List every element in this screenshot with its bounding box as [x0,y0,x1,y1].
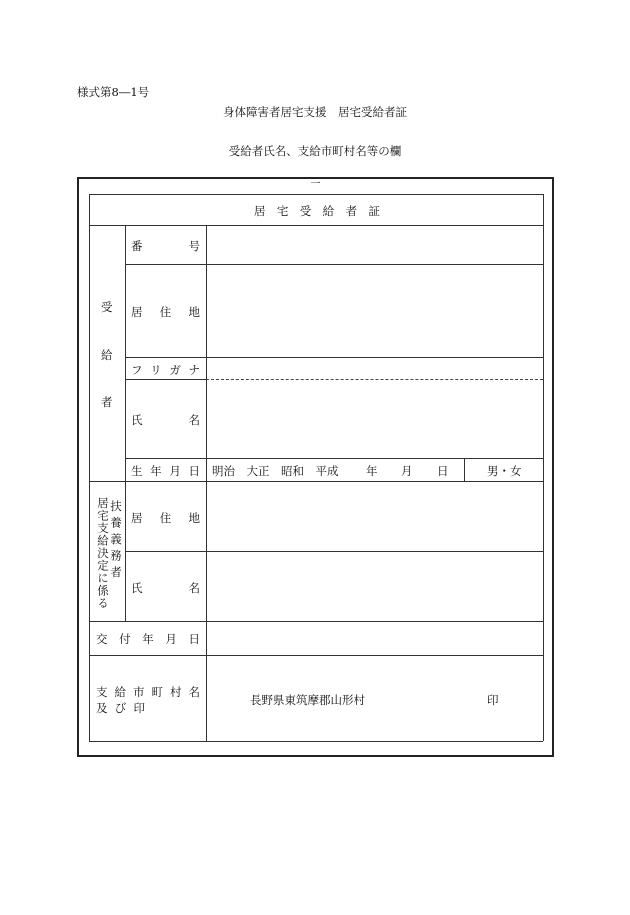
birth-date-label [131,463,200,479]
label-char: 居 [131,511,143,525]
birth-day-unit: 日 [437,464,449,478]
label-char: リ [150,363,162,377]
municipality-label-line1 [96,684,200,700]
supporter-address-field[interactable] [207,482,542,550]
supporter-group-label-col1: 居宅支給決定に係る [96,497,110,610]
label-char: 地 [188,305,200,319]
heading-char: 給 [322,204,335,218]
page-mark: 一 [310,179,321,190]
municipality-name: 長野県東筑摩郡山形村 [250,693,365,707]
label-char: 氏 [131,581,143,595]
label-char: ガ [169,363,181,377]
name-field[interactable] [207,380,542,457]
supporter-group-label-col2: 扶養義務者 [109,500,123,583]
label-char: 月 [169,464,181,478]
municipality-label-line2 [96,700,145,716]
label-char: 交 [96,632,108,646]
label-char: 住 [159,305,172,319]
label-char: 居 [131,305,143,319]
birth-month-unit: 月 [401,464,413,478]
seal-mark: 印 [487,693,499,707]
supporter-name-label [131,580,200,596]
table-left-border [89,194,90,741]
label-char: 日 [188,464,200,478]
recipient-group-char: 受 [101,300,113,314]
table-bottom-border [89,741,543,742]
form-number: 様式第8―1号 [77,85,150,99]
label-char: 月 [165,632,177,646]
label-char: び [114,701,127,715]
table-right-border [543,194,544,741]
issue-date-field[interactable] [207,622,542,654]
label-char: 村 [170,685,182,699]
label-char: 名 [188,581,200,595]
group-label-divider [125,225,126,621]
issue-date-label [96,631,200,647]
address-label [131,304,200,320]
supporter-address-label [131,510,200,526]
label-char: 地 [188,511,200,525]
label-char: 給 [114,685,126,699]
table-top-border [89,194,543,195]
heading-char: 宅 [276,204,289,218]
furigana-field[interactable] [207,358,542,378]
heading-char: 受 [299,204,312,218]
document-title: 身体障害者居宅支援 居宅受給者証 [223,105,407,119]
address-field[interactable] [207,265,542,356]
label-char: 名 [188,413,200,427]
label-char: 町 [151,685,163,699]
supporter-name-field[interactable] [207,552,542,620]
number-label [131,238,200,254]
sex-options[interactable]: 男・女 [487,464,522,478]
label-char: ナ [188,363,200,377]
heading-char: 居 [254,204,266,218]
birth-year-unit: 年 [366,464,378,478]
document-subtitle: 受給者氏名、支給市町村名等の欄 [228,144,402,158]
heading-char: 者 [345,204,358,218]
label-char: 名 [188,685,200,699]
furigana-label-bottom-line [125,379,206,380]
label-char: 印 [133,701,145,715]
heading-char: 証 [368,204,380,218]
label-char: 住 [159,511,172,525]
label-char: 日 [188,632,200,646]
issue-date-bottom-line [89,655,543,656]
birth-era-options: 明治 大正 昭和 平成 [212,464,339,478]
label-char: 号 [188,239,200,253]
sex-cell-divider [464,458,465,481]
name-row-bottom-line [125,458,543,459]
label-char: 番 [131,239,143,253]
label-char: 支 [96,685,108,699]
label-char: 年 [142,632,154,646]
name-label [131,412,200,428]
number-field[interactable] [207,226,542,263]
card-heading [254,203,380,219]
label-char: 生 [131,464,143,478]
recipient-group-char: 者 [101,395,113,409]
recipient-group-char: 給 [101,348,113,362]
furigana-label [131,362,200,378]
label-char: 及 [96,701,108,715]
label-char: 付 [119,632,131,646]
label-char: 市 [133,685,145,699]
label-char: 年 [150,464,162,478]
label-char: フ [131,363,143,377]
label-char: 氏 [131,413,143,427]
